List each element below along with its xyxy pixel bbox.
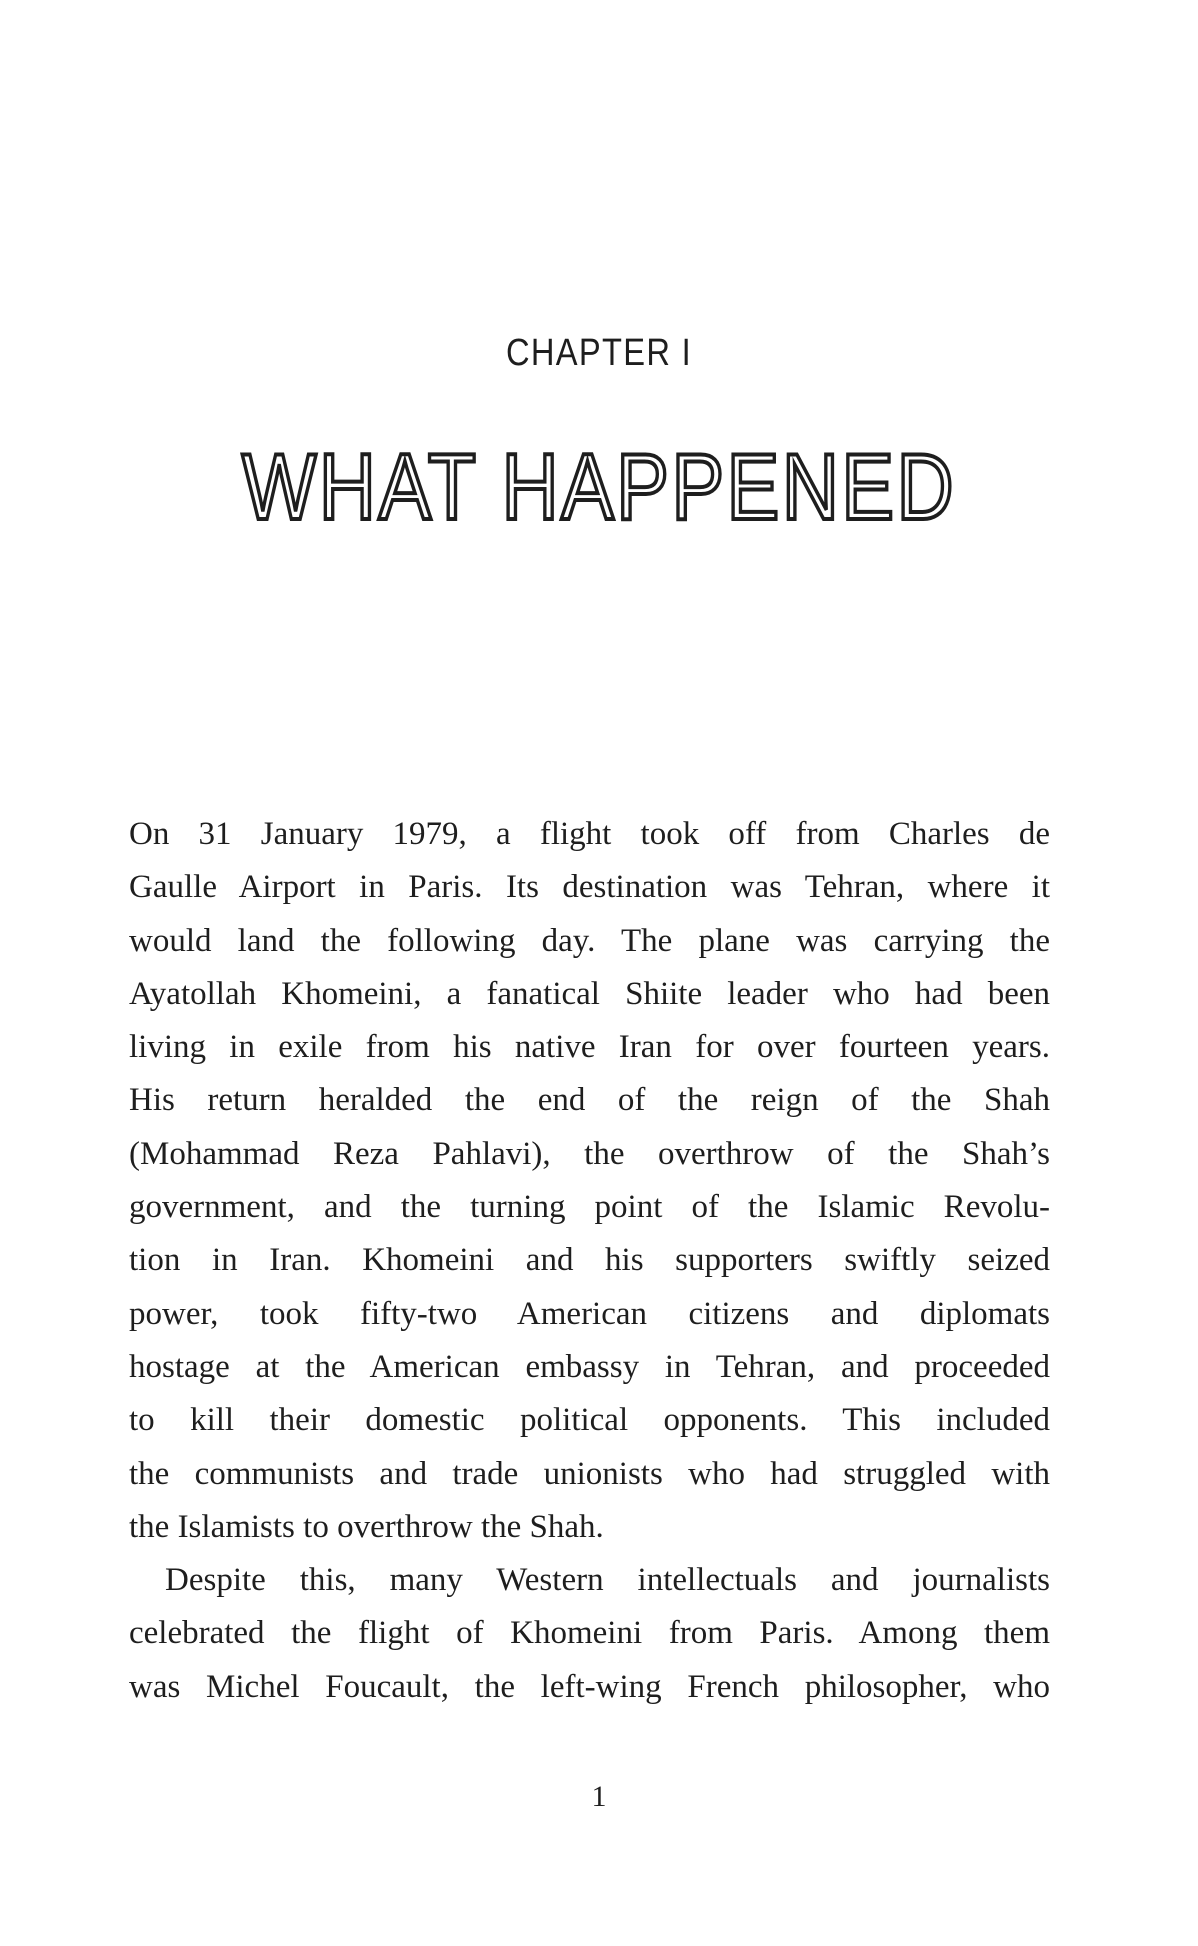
paragraph [129,808,1050,1554]
text-line: government, and the turning point of the Islamic Revolu- [129,1189,1050,1226]
text-line: (Mohammad Reza Pahlavi), the overthrow of the Shah’s [129,1135,1050,1172]
text-line: His return heralded the end of the reign of the Shah [129,1082,1050,1119]
text-line: was Michel Foucault, the left-wing French philosopher, who [129,1668,1050,1705]
text-line: living in exile from his native Iran for over fourteen years. [129,1029,1050,1066]
chapter-title: WHAT HAPPENED [241,434,957,539]
text-line: On 31 January 1979, a flight took off from Charles de [129,816,1050,852]
chapter-label: CHAPTER I [506,332,692,374]
text-line: Gaulle Airport in Paris. Its destination was Tehran, where it [129,869,1050,906]
text-line: Ayatollah Khomeini, a fanatical Shiite leader who had been [129,975,1050,1012]
text-line: to kill their domestic political opponents. This included [129,1402,1050,1439]
text-line: power, took fifty-two American citizens and diplomats [129,1295,1050,1332]
text-line: tion in Iran. Khomeini and his supporters swiftly seized [129,1242,1050,1279]
paragraph [129,1554,1050,1714]
text-line: the Islamists to overthrow the Shah. [129,1508,604,1545]
text-line: celebrated the flight of Khomeini from Paris. Among them [129,1615,1050,1652]
body-text [129,808,1050,1714]
text-line: the communists and trade unionists who had struggled with [129,1455,1050,1492]
page-number: 1 [591,1780,607,1813]
text-line: Despite this, many Western intellectuals and journalists [165,1562,1050,1599]
text-line: hostage at the American embassy in Tehran, and proceeded [129,1348,1050,1385]
text-line: would land the following day. The plane was carrying the [129,922,1050,959]
